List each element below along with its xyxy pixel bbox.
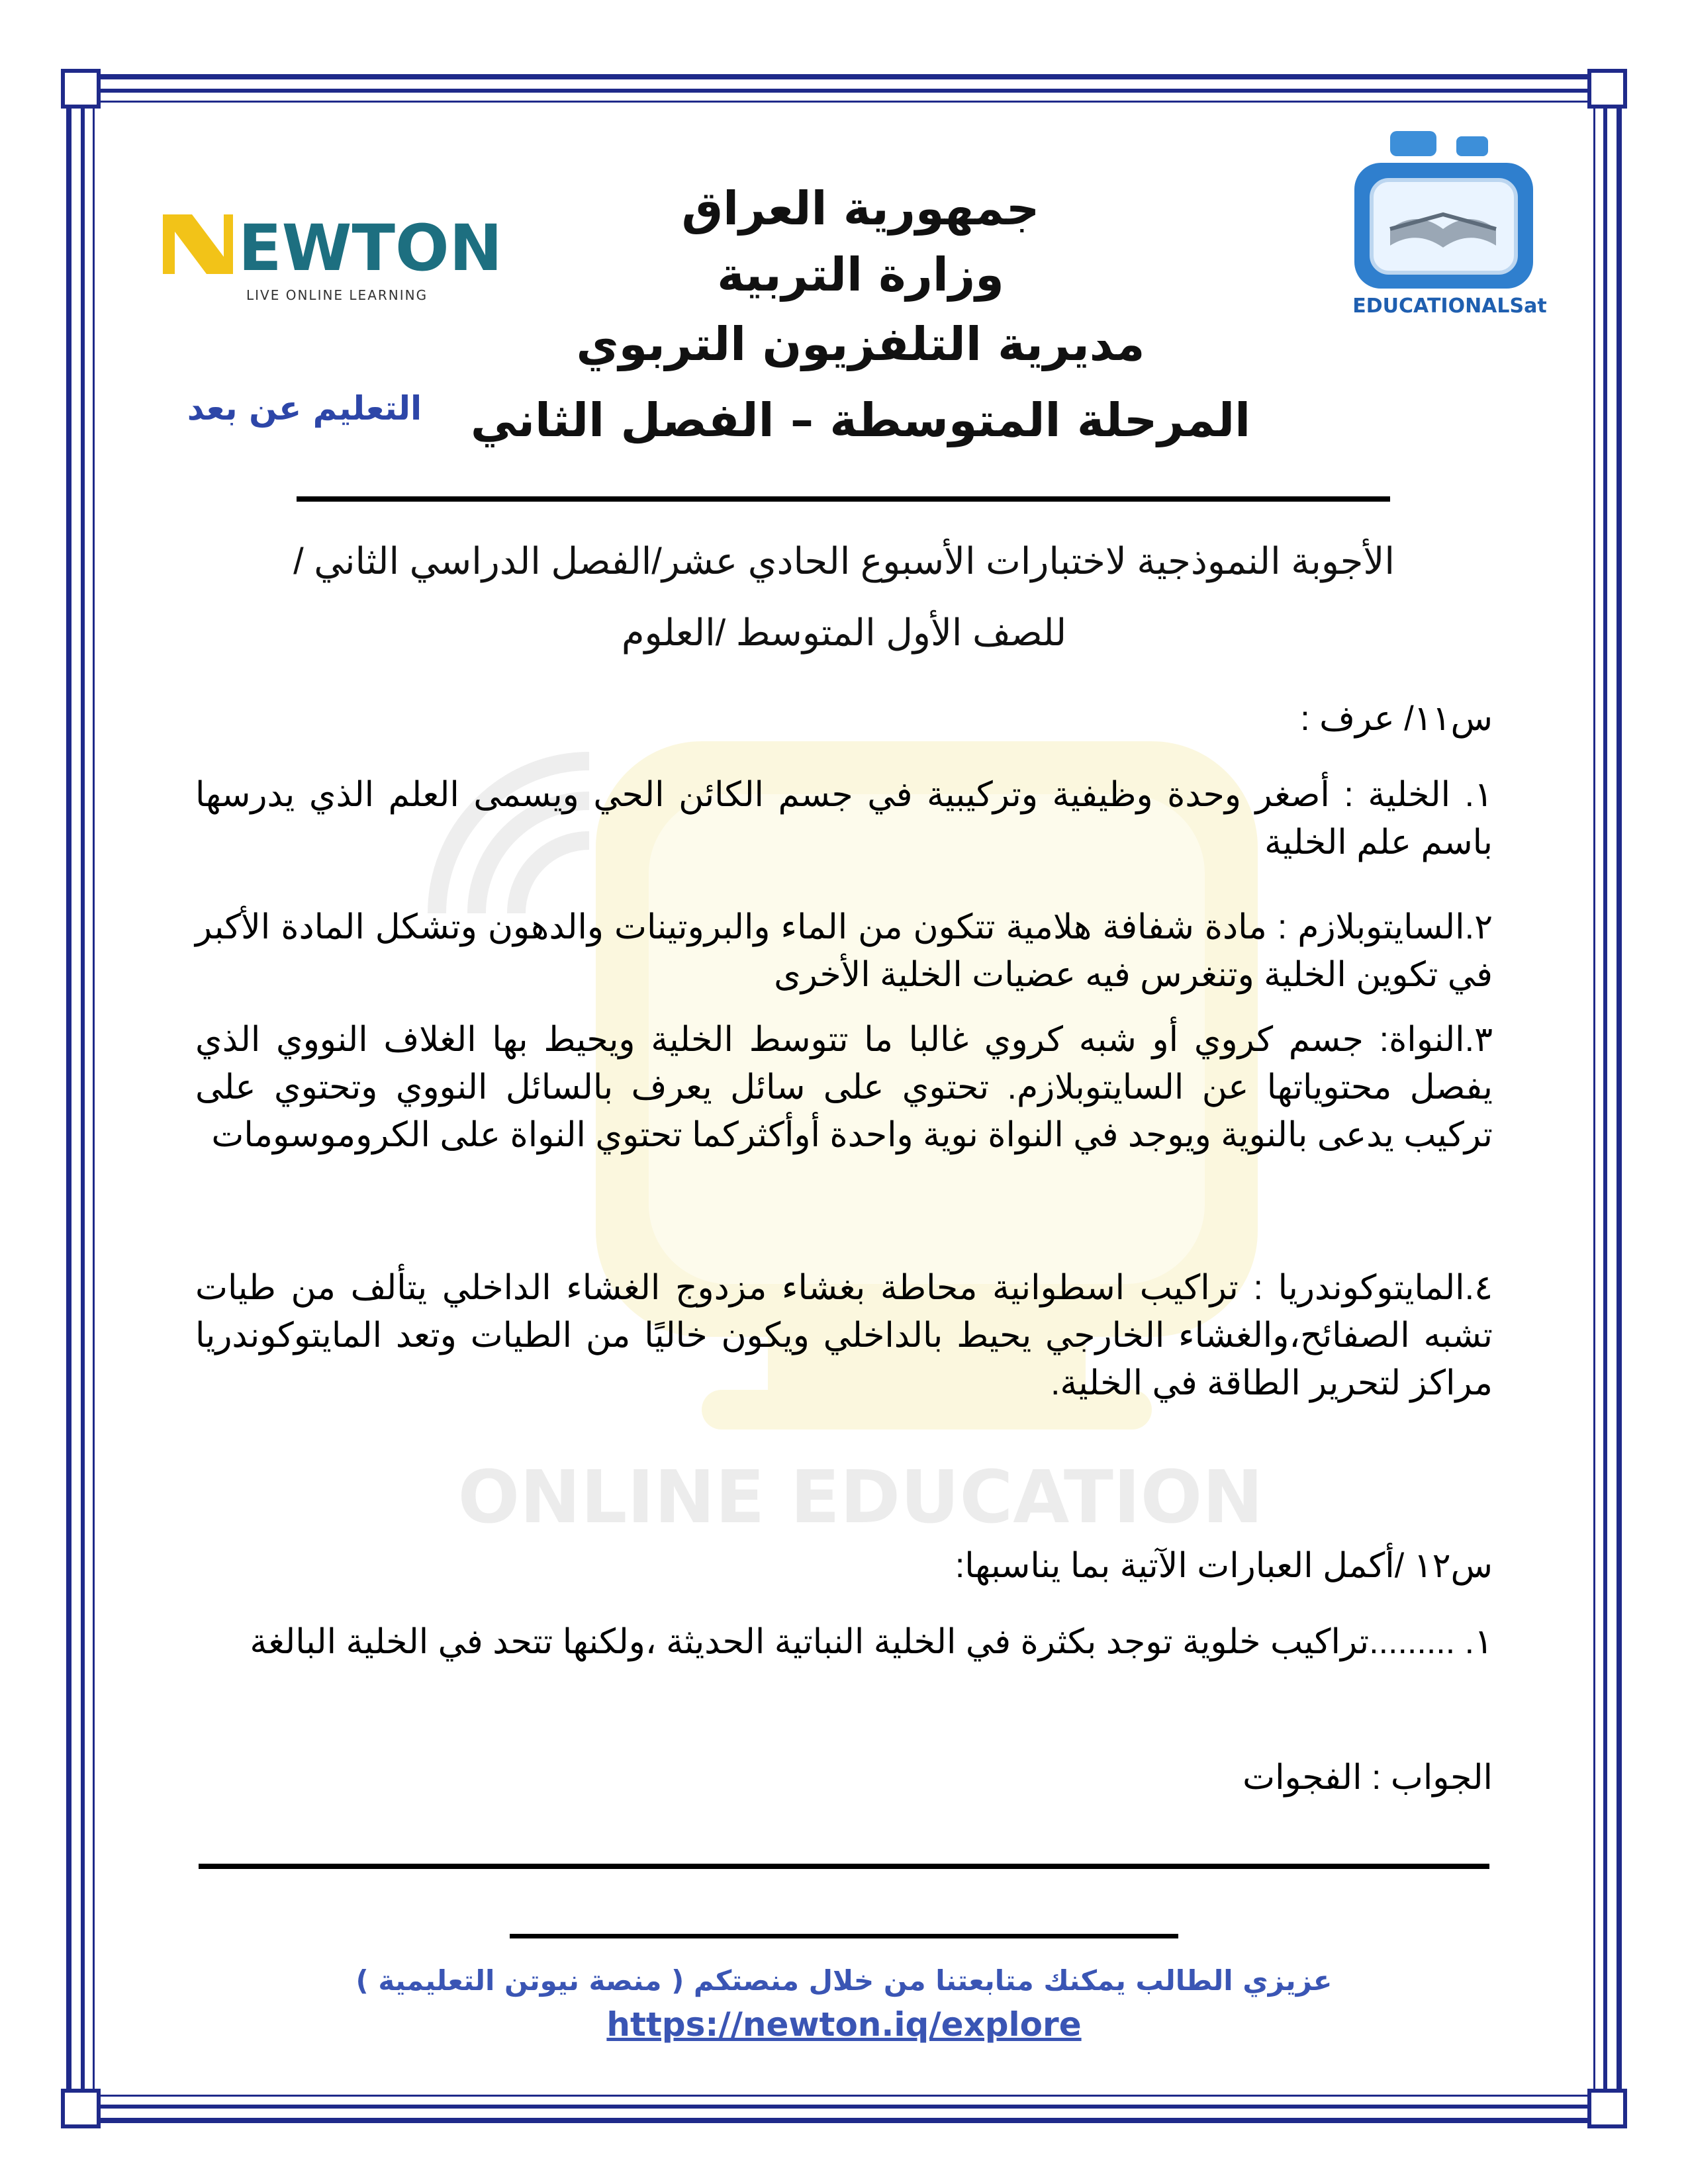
q11-answer-2: ٢.السايتوبلازم : مادة شفافة هلامية تتكون من الماء والبروتينات والدهون وتشكل المادة الأكبر في تكوين الخلية وتنغرس فيه عضيات الخلية الأخرى — [195, 908, 1493, 994]
educational-sat-name: EDUCATIONALSat — [1352, 295, 1547, 318]
q12-heading: س١٢ /أكمل العبارات الآتية بما يناسبها: — [955, 1547, 1493, 1585]
corner-ornament-bottom-right — [1587, 2089, 1627, 2128]
document-title-line2: للصف الأول المتوسط /العلوم — [621, 612, 1067, 653]
newton-logo — [160, 210, 511, 310]
q11-answer-1: ١. الخلية : أصغر وحدة وظيفية وتركيبية في جسم الكائن الحي ويسمى العلم الذي يدرسها باسم علم الخلية — [195, 776, 1493, 862]
footer-note: عزيزي الطالب يمكنك متابعتنا من خلال منصتكم ( منصة نيوتن التعليمية ) — [355, 1964, 1333, 1997]
header-divider — [297, 496, 1390, 502]
q11-answer-4: ٤.المايتوكوندريا : تراكيب اسطوانية محاطة بغشاء مزدوج الغشاء الداخلي يتألف من طيات تشبه الصفائح،والغشاء الخارجي يحيط بالداخلي ويكون خاليًا من الطيات وتعد المايتوكوندريا مراكز لتحرير الطاقة في الخلية. — [195, 1269, 1493, 1402]
content-divider — [199, 1864, 1489, 1869]
q12-item-1: ١. .........تراكيب خلوية توجد بكثرة في الخلية النباتية الحديثة ،ولكنها تتحد في الخلية البالغة — [250, 1623, 1493, 1661]
watermark-text: ONLINE EDUCATION — [457, 1455, 1264, 1539]
corner-ornament-top-right — [1587, 69, 1627, 109]
header-country: جمهورية العراق — [681, 181, 1040, 236]
q11-heading: س١١/ عرف : — [1300, 700, 1493, 738]
educational-sat-logo — [1350, 130, 1549, 322]
q12-answer: الجواب : الفجوات — [1243, 1758, 1493, 1797]
document-title-line1: الأجوبة النموذجية لاختبارات الأسبوع الحادي عشر/الفصل الدراسي الثاني / — [293, 540, 1395, 582]
remote-learning-label: التعليم عن بعد — [187, 389, 422, 428]
corner-ornament-top-left — [61, 69, 101, 109]
footer-divider — [510, 1934, 1178, 1938]
header-directorate: مديرية التلفزيون التربوي — [576, 317, 1145, 371]
header-stage: المرحلة المتوسطة – الفصل الثاني — [470, 393, 1251, 447]
q11-answer-3: ٣.النواة: جسم كروي أو شبه كروي غالبا ما تتوسط الخلية ويحيط بها الغلاف النووي الذي يفصل محتوياتها عن السايتوبلازم. تحتوي على سائل يعرف بالسائل النووي وتحتوي على تركيب يدعى بالنوية ويوجد في النواة نوية واحدة أوأكثركما تحتوي النواة على الكروموسومات — [195, 1021, 1493, 1154]
footer-link[interactable]: https://newton.iq/explore — [606, 2005, 1082, 2044]
corner-ornament-bottom-left — [61, 2089, 101, 2128]
newton-tagline: LIVE ONLINE LEARNING — [246, 287, 428, 303]
newton-logo-name: EWTON — [238, 211, 502, 285]
header-ministry: وزارة التربية — [717, 248, 1004, 302]
